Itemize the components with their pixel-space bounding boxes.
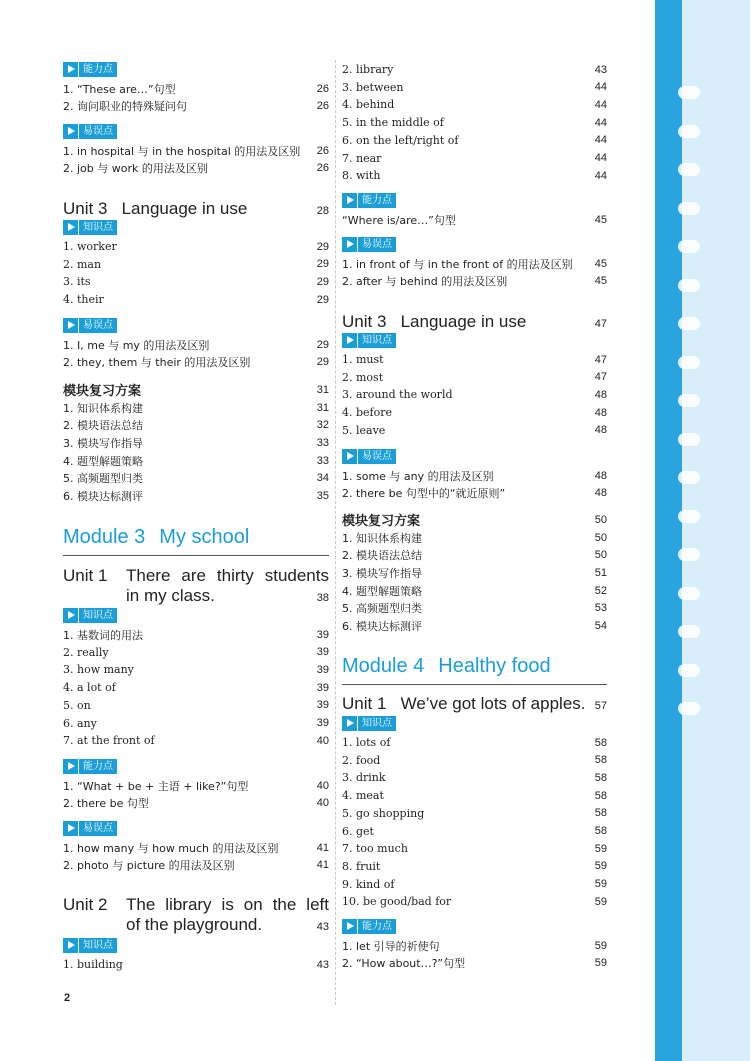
page-ref: 44	[594, 81, 607, 94]
play-icon	[63, 124, 78, 139]
entry-title: 4. their	[63, 293, 104, 307]
toc-entry[interactable]	[342, 582, 607, 599]
binding-ring	[678, 279, 700, 292]
toc-entry[interactable]	[342, 955, 607, 972]
entry-title: 2. library	[342, 63, 394, 76]
binding-ring	[678, 202, 700, 215]
entry-title: 2. food	[342, 753, 381, 767]
entry-title: 2. photo 与 picture 的用法及区别	[63, 859, 235, 873]
toc-entry[interactable]	[342, 485, 607, 502]
entry-title: 3. how many	[63, 663, 134, 677]
toc-entry[interactable]	[63, 98, 329, 115]
page-ref: 48	[594, 388, 607, 401]
entry-title: 2. after 与 behind 的用法及区别	[342, 275, 508, 289]
ability-tag: 能力点	[342, 919, 396, 934]
page-number: 2	[64, 992, 71, 1004]
toc-entry[interactable]	[342, 61, 607, 78]
unit-title: There are thirty students	[126, 566, 329, 585]
page-ref: 41	[316, 859, 329, 872]
page-ref: 58	[594, 736, 607, 749]
page-ref: 59	[594, 842, 607, 855]
play-icon	[342, 193, 357, 208]
entry-title: 1. in front of 与 in the front of 的用法及区别	[342, 257, 573, 271]
page-ref: 29	[316, 240, 329, 253]
page-ref: 45	[594, 213, 607, 226]
play-icon	[63, 608, 78, 623]
toc-entry[interactable]	[63, 142, 329, 159]
play-icon	[63, 62, 78, 77]
page-ref: 41	[316, 841, 329, 854]
page-ref: 45	[594, 275, 607, 288]
entry-title: 2. 模块语法总结	[63, 419, 143, 433]
toc-entry[interactable]	[342, 255, 607, 272]
review-heading[interactable]	[63, 380, 329, 399]
page-ref: 29	[316, 258, 329, 271]
page-ref: 50	[594, 531, 607, 544]
page-ref: 43	[316, 958, 329, 971]
binding-ring	[678, 702, 700, 715]
entry-title: 2. most	[342, 370, 384, 384]
play-icon	[342, 716, 357, 731]
knowledge-tag: 知识点	[342, 333, 396, 348]
page-ref: 29	[316, 293, 329, 306]
binding-ring	[678, 510, 700, 523]
toc-entry[interactable]	[342, 858, 607, 875]
error-tag: 易误点	[342, 449, 396, 464]
toc-entry[interactable]	[342, 404, 607, 421]
entry-title: 2. man	[63, 257, 102, 271]
unit-title-cont: in my class.	[126, 586, 215, 605]
entry-title: 6. any	[63, 716, 97, 730]
entry-title: 5. 高频题型归类	[342, 602, 422, 616]
page-ref: 47	[594, 318, 607, 330]
toc-entry[interactable]	[342, 734, 607, 751]
page-ref: 40	[316, 797, 329, 810]
page-ref: 59	[594, 895, 607, 908]
entry-title: 5. go shopping	[342, 806, 425, 820]
toc-entry[interactable]	[63, 857, 329, 874]
entry-title: 6. get	[342, 824, 374, 838]
page-ref: 39	[316, 646, 329, 659]
entry-title: 2. they, them 与 their 的用法及区别	[63, 356, 251, 370]
entry-title: 2. there be 句型	[63, 797, 149, 811]
entry-title: 1. worker	[63, 240, 117, 253]
page-ref: 39	[316, 663, 329, 676]
toc-entry[interactable]	[63, 434, 329, 451]
entry-title: 3. between	[342, 80, 404, 94]
toc-entry[interactable]	[63, 470, 329, 487]
unit-title: The library is on the left	[126, 895, 329, 914]
entry-title: “Where is/are…”句型	[342, 213, 456, 227]
entry-title: 2. 模块语法总结	[342, 549, 422, 563]
toc-entry[interactable]	[63, 238, 329, 255]
entry-title: 4. meat	[342, 789, 384, 803]
toc-entry[interactable]	[63, 956, 329, 973]
entry-title: 6. 模块达标测评	[63, 490, 143, 503]
unit-heading[interactable]	[63, 895, 329, 935]
entry-title: 1. 基数词的用法	[63, 628, 143, 642]
page-ref: 58	[594, 789, 607, 802]
entry-title: 1. I, me 与 my 的用法及区别	[63, 338, 210, 352]
binding-ring	[678, 587, 700, 600]
page-ref: 59	[594, 939, 607, 952]
entry-title: 4. a lot of	[63, 681, 116, 695]
page-ref: 44	[594, 116, 607, 129]
toc-entry[interactable]	[342, 211, 607, 228]
toc-entry[interactable]	[342, 805, 607, 822]
entry-title: 1. how many 与 how much 的用法及区别	[63, 841, 279, 855]
entry-title: 4. before	[342, 406, 393, 420]
toc-entry[interactable]	[63, 697, 329, 714]
ability-tag: 能力点	[63, 62, 117, 77]
page-ref: 26	[316, 162, 329, 175]
entry-title: 3. around the world	[342, 388, 453, 402]
toc-entry[interactable]	[342, 618, 607, 635]
page-ref: 59	[594, 878, 607, 891]
entry-title: 10. be good/bad for	[342, 895, 452, 909]
entry-title: 8. fruit	[342, 859, 381, 873]
page-ref: 59	[594, 860, 607, 873]
unit-heading[interactable]	[63, 566, 329, 606]
page-ref: 44	[594, 169, 607, 182]
page-ref: 35	[316, 490, 329, 502]
error-tag: 易误点	[63, 124, 117, 139]
page-ref: 39	[316, 628, 329, 641]
entry-title: 8. with	[342, 169, 381, 183]
page-ref: 28	[316, 205, 329, 217]
toc-entry[interactable]	[63, 417, 329, 434]
toc-entry[interactable]	[63, 715, 329, 732]
module-heading[interactable]	[63, 526, 329, 556]
unit-label: Unit 2	[63, 895, 108, 914]
entry-title: 1. let 引导的祈使句	[342, 939, 440, 953]
error-tag: 易误点	[63, 821, 117, 836]
page-ref: 43	[594, 63, 607, 76]
page-ref: 44	[594, 134, 607, 147]
page-ref: 26	[316, 100, 329, 113]
toc-entry[interactable]	[342, 351, 607, 368]
toc-entry[interactable]	[342, 937, 607, 954]
binding-ring	[678, 317, 700, 330]
toc-entry[interactable]	[342, 150, 607, 167]
entry-title: 3. its	[63, 275, 91, 289]
play-icon	[63, 938, 78, 953]
toc-entry[interactable]	[342, 787, 607, 804]
toc-entry[interactable]	[342, 467, 607, 484]
binding-ring	[678, 394, 700, 407]
entry-title: 3. drink	[342, 771, 386, 785]
play-icon	[63, 821, 78, 836]
page-ref: 43	[316, 921, 329, 933]
binding-ring	[678, 86, 700, 99]
unit-label: Unit 1	[342, 694, 387, 713]
toc-entry[interactable]	[342, 564, 607, 581]
review-title: 模块复习方案	[342, 514, 421, 529]
page-ref: 58	[594, 771, 607, 784]
page-ref: 58	[594, 754, 607, 767]
unit-heading[interactable]	[342, 694, 607, 714]
toc-entry[interactable]	[342, 79, 607, 96]
page-ref: 47	[594, 353, 607, 366]
toc-entry[interactable]	[342, 823, 607, 840]
page-ref: 54	[594, 620, 607, 632]
toc-entry[interactable]	[342, 386, 607, 403]
play-icon	[342, 333, 357, 348]
toc-entry[interactable]	[63, 291, 329, 308]
toc-entry[interactable]	[63, 679, 329, 696]
module-label: Module 4	[342, 655, 425, 677]
page-ref: 47	[594, 371, 607, 384]
page-ref: 58	[594, 807, 607, 820]
toc-entry[interactable]	[63, 661, 329, 678]
toc-entry[interactable]	[342, 114, 607, 131]
unit-title: Language in use	[400, 312, 527, 331]
binding-ring	[678, 240, 700, 253]
toc-entry[interactable]	[63, 644, 329, 661]
page-ref: 34	[316, 472, 329, 485]
play-icon	[63, 318, 78, 333]
entry-title: 2. job 与 work 的用法及区别	[63, 162, 208, 176]
unit-label: Unit 1	[63, 566, 108, 585]
entry-title: 5. leave	[342, 423, 386, 437]
toc-entry[interactable]	[63, 80, 329, 97]
knowledge-tag: 知识点	[63, 220, 117, 235]
binding-ring	[678, 471, 700, 484]
entry-title: 1. 知识体系构建	[342, 531, 422, 545]
entry-title: 1. building	[63, 958, 123, 971]
toc-entry[interactable]	[342, 876, 607, 893]
unit-label: Unit 3	[63, 199, 108, 218]
page-ref: 29	[316, 338, 329, 351]
unit-title-cont: of the playground.	[126, 915, 263, 934]
page-ref: 26	[316, 82, 329, 95]
toc-entry[interactable]	[342, 369, 607, 386]
page-ref: 52	[594, 584, 607, 597]
toc-entry[interactable]	[342, 422, 607, 439]
binding-ring	[678, 356, 700, 369]
toc-entry[interactable]	[63, 354, 329, 371]
toc-entry[interactable]	[342, 96, 607, 113]
page-ref: 39	[316, 717, 329, 729]
toc-entry[interactable]	[63, 336, 329, 353]
error-tag: 易误点	[63, 318, 117, 333]
entry-title: 5. in the middle of	[342, 116, 444, 130]
entry-title: 6. on the left/right of	[342, 133, 459, 147]
page-ref: 39	[316, 681, 329, 694]
knowledge-tag: 知识点	[342, 716, 396, 731]
play-icon	[342, 919, 357, 934]
entry-title: 2. there be 句型中的“就近原则”	[342, 487, 506, 501]
page-ref: 48	[594, 487, 607, 500]
knowledge-tag: 知识点	[63, 938, 117, 953]
toc-entry[interactable]	[63, 160, 329, 177]
review-heading[interactable]	[342, 510, 607, 529]
toc-entry[interactable]	[63, 626, 329, 643]
entry-title: 3. 模块写作指导	[342, 566, 422, 580]
toc-entry[interactable]	[342, 547, 607, 564]
knowledge-tag: 知识点	[63, 608, 117, 623]
entry-title: 1. some 与 any 的用法及区别	[342, 469, 494, 483]
page-ref: 31	[316, 383, 329, 396]
binding-ring	[678, 125, 700, 138]
toc-entry[interactable]	[63, 488, 329, 505]
toc-entry[interactable]	[342, 529, 607, 546]
entry-title: 1. must	[342, 353, 384, 366]
entry-title: 2. 询问职业的特殊疑问句	[63, 100, 187, 114]
page-ref: 40	[316, 734, 329, 747]
entry-title: 6. 模块达标测评	[342, 620, 422, 633]
page-ref: 48	[594, 406, 607, 419]
error-tag: 易误点	[342, 237, 396, 252]
unit-heading[interactable]	[342, 312, 607, 332]
page-ref: 48	[594, 469, 607, 482]
ability-tag: 能力点	[63, 759, 117, 774]
entry-title: 1. in hospital 与 in the hospital 的用法及区别	[63, 144, 301, 158]
toc-entry[interactable]	[63, 795, 329, 812]
page-ref: 38	[316, 592, 329, 604]
page-ref: 29	[316, 356, 329, 369]
entry-title: 1. “What + be + 主语 + like?”句型	[63, 779, 249, 793]
toc-entry[interactable]	[342, 600, 607, 617]
toc-entry[interactable]	[342, 840, 607, 857]
toc-entry[interactable]	[63, 256, 329, 273]
entry-title: 5. 高频题型归类	[63, 472, 143, 486]
entry-title: 9. kind of	[342, 877, 395, 891]
page-ref: 50	[594, 549, 607, 562]
play-icon	[63, 220, 78, 235]
page-ref: 31	[316, 401, 329, 414]
page-ref: 26	[316, 144, 329, 157]
page-ref: 32	[316, 419, 329, 432]
binding-ring	[678, 433, 700, 446]
module-title: My school	[159, 526, 250, 548]
page-ref: 48	[594, 424, 607, 437]
side-stripe-pale	[682, 0, 750, 1061]
play-icon	[342, 449, 357, 464]
page-ref: 39	[316, 699, 329, 712]
toc-entry[interactable]	[63, 452, 329, 469]
page-ref: 57	[594, 700, 607, 712]
entry-title: 1. “These are…”句型	[63, 82, 176, 96]
page-ref: 44	[594, 98, 607, 111]
page-ref: 44	[594, 152, 607, 164]
unit-heading[interactable]	[63, 199, 329, 219]
page-ref: 45	[594, 257, 607, 270]
binding-ring	[678, 664, 700, 677]
play-icon	[342, 237, 357, 252]
column-divider	[335, 60, 336, 1005]
toc-entry[interactable]	[63, 732, 329, 749]
entry-title: 7. too much	[342, 842, 408, 856]
page-ref: 58	[594, 825, 607, 837]
entry-title: 4. 题型解题策略	[63, 454, 143, 468]
entry-title: 3. 模块写作指导	[63, 436, 143, 450]
toc-entry[interactable]	[63, 777, 329, 794]
unit-label: Unit 3	[342, 312, 387, 331]
review-title: 模块复习方案	[63, 384, 142, 399]
binding-ring	[678, 625, 700, 638]
entry-title: 1. lots of	[342, 736, 391, 749]
entry-title: 7. at the front of	[63, 734, 155, 748]
page-ref: 33	[316, 436, 329, 449]
unit-title: We’ve got lots of apples.	[400, 694, 586, 713]
toc-entry[interactable]	[63, 839, 329, 856]
entry-title: 2. “How about…?”句型	[342, 957, 466, 971]
entry-title: 4. behind	[342, 98, 395, 112]
page-ref: 40	[316, 779, 329, 792]
toc-entry[interactable]	[342, 893, 607, 910]
entry-title: 4. 题型解题策略	[342, 584, 422, 598]
ability-tag: 能力点	[342, 193, 396, 208]
entry-title: 2. really	[63, 645, 109, 659]
module-heading[interactable]	[342, 655, 607, 685]
toc-entry[interactable]	[342, 167, 607, 184]
toc-entry[interactable]	[342, 273, 607, 290]
unit-title: Language in use	[121, 199, 248, 218]
page-ref: 59	[594, 957, 607, 970]
toc-entry[interactable]	[63, 399, 329, 416]
entry-title: 7. near	[342, 151, 382, 165]
toc-entry[interactable]	[342, 132, 607, 149]
page-ref: 53	[594, 602, 607, 615]
binding-ring	[678, 548, 700, 561]
module-label: Module 3	[63, 526, 146, 548]
entry-title: 1. 知识体系构建	[63, 401, 143, 415]
entry-title: 5. on	[63, 698, 91, 712]
page-ref: 29	[316, 275, 329, 288]
binding-ring	[678, 163, 700, 176]
toc-entry[interactable]	[63, 273, 329, 290]
play-icon	[63, 759, 78, 774]
page-ref: 51	[594, 566, 607, 579]
page-ref: 50	[594, 513, 607, 526]
toc-entry[interactable]	[342, 769, 607, 786]
toc-entry[interactable]	[342, 752, 607, 769]
module-title: Healthy food	[438, 655, 551, 677]
page-ref: 33	[316, 454, 329, 467]
